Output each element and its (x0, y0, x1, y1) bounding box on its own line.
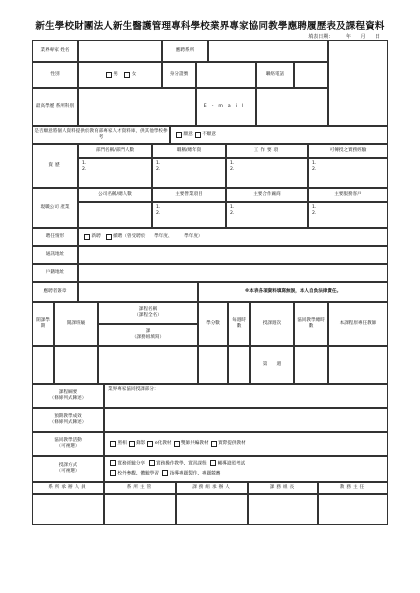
id-label: 身分證號 (162, 62, 196, 88)
company-header-clients: 主要服務客戶 (308, 188, 388, 202)
sign-course-head-field[interactable] (248, 494, 318, 525)
email-field[interactable] (256, 88, 328, 126)
gender-label: 性別 (32, 62, 78, 88)
exp-header-tasks: 工作要項 (226, 144, 308, 158)
method-cert-checkbox[interactable] (210, 460, 216, 466)
goal-label: 課程綱要 （條條列式陳述） (32, 384, 104, 408)
teacher-label: 本課程原專任教師 (328, 302, 388, 346)
method-visit-checkbox[interactable] (110, 470, 116, 476)
reg-address-label: 戶籍地址 (32, 264, 78, 282)
education-label: 最高學歷 系所科別 (32, 88, 78, 126)
company-label: 現職公司 產業 (32, 188, 78, 228)
method-options: 實務經驗分享 實務操作教學、實習課程 輔導證照考試 校外參觀、體驗學習 指導專題製作、專題競賽 (104, 456, 388, 482)
result-field[interactable] (104, 408, 388, 432)
expert-name-label: 業界專家 姓名 (32, 40, 78, 62)
gender-female-label: 女 (131, 71, 137, 77)
company-header-name: 公司名稱/總人數 (78, 188, 152, 202)
mail-address-field[interactable] (78, 246, 388, 264)
consent-yes-label: 願意 (183, 131, 193, 137)
method-label: 授課方式 （可複選） (32, 456, 104, 482)
experience-label: 資歷 (32, 144, 78, 188)
activity-label: 協同教學活動 （可複選） (32, 432, 104, 456)
sign-dept-staff-field[interactable] (32, 494, 104, 525)
weeks-label: 授課週次 (250, 302, 294, 346)
exp-skills-field[interactable]: 1. 2. (308, 158, 388, 188)
method-project-checkbox[interactable] (162, 470, 168, 476)
photo-area (328, 40, 388, 126)
consent-no-label: 不願意 (202, 131, 216, 137)
term-field[interactable] (32, 346, 54, 384)
sign-course-staff-label: 課務組承辦人 (176, 482, 248, 494)
sign-course-staff-field[interactable] (176, 494, 248, 525)
company-header-business: 主要營業項目 (152, 188, 226, 202)
company-partners-field[interactable]: 1. 2. (226, 202, 308, 228)
dept-field[interactable] (208, 40, 328, 62)
gender-options (78, 62, 162, 88)
exp-title-field[interactable]: 1. 2. (152, 158, 226, 188)
company-clients-field[interactable]: 1. 2. (308, 202, 388, 228)
sign-dean-label: 教務主任 (318, 482, 388, 494)
activity-photo-checkbox[interactable] (110, 441, 116, 447)
exp-header-title: 職稱/總年資 (152, 144, 226, 158)
phone-field[interactable] (294, 62, 328, 88)
gender-male-label: 男 (113, 71, 118, 77)
mail-address-label: 通訊地址 (32, 246, 78, 264)
activity-coauthor-checkbox[interactable] (174, 441, 180, 447)
company-header-partners: 主要合作廠商 (226, 188, 308, 202)
activity-options: 照相 錄影 e化教材 雙師共編教材 實際提供教材 (104, 432, 388, 456)
teacher-field[interactable] (328, 346, 388, 384)
gender-female-checkbox[interactable] (124, 72, 130, 78)
id-field[interactable] (196, 62, 256, 88)
legal-notice: ※本表各項資料填寫無誤，本人自負法律責任。 (198, 282, 388, 302)
consent-label: 是否願意將個人資料提供於教育部專家人才資料庫，供其他學校參考 (32, 126, 170, 144)
co-hours-label: 協同教學總時數 (294, 302, 328, 346)
company-name-field[interactable] (78, 202, 152, 228)
hire-options: 新聘 續聘（曾受聘於 學年度、 學年度） (78, 228, 388, 246)
phone-label: 聯絡電話 (256, 62, 294, 88)
education-field[interactable] (78, 88, 196, 126)
weeks-field[interactable]: 第 週 (250, 346, 294, 384)
email-label: E-mail (196, 88, 256, 126)
hire-label: 聘任情形 (32, 228, 78, 246)
result-label: 預期教學成效 （條條列式陳述） (32, 408, 104, 432)
sign-dept-head-label: 系所主管 (104, 482, 176, 494)
method-practice-checkbox[interactable] (149, 460, 155, 466)
expert-name-field[interactable] (78, 40, 162, 62)
exp-dept-field[interactable]: 1. 2. (78, 158, 152, 188)
credits-label: 學分數 (198, 302, 228, 346)
sign-dean-field[interactable] (318, 494, 388, 525)
dept-label: 應聘系所 (162, 40, 208, 62)
method-share-checkbox[interactable] (110, 460, 116, 466)
credits-field[interactable] (198, 346, 228, 384)
hire-renew-checkbox[interactable] (106, 234, 112, 240)
goal-field[interactable]: 業界專家協同授課部分： (104, 384, 388, 408)
applicant-sign-label: 應聘者簽章 (32, 282, 78, 302)
activity-material-checkbox[interactable] (211, 441, 217, 447)
exp-tasks-field[interactable]: 1. 2. (226, 158, 308, 188)
sign-dept-head-field[interactable] (104, 494, 176, 525)
form-title: 新生學校財團法人新生醫護管理專科學校業界專家協同教學應聘履歷表及課程資料 (35, 21, 385, 32)
gender-male-checkbox[interactable] (106, 72, 112, 78)
weekly-hours-field[interactable] (228, 346, 250, 384)
co-hours-field[interactable] (294, 346, 328, 384)
class-label: 開課班級 (54, 302, 98, 346)
company-business-field[interactable]: 1. 2. (152, 202, 226, 228)
consent-options (170, 126, 388, 144)
fill-date: 填表日期： 年 月 日 (308, 34, 380, 40)
activity-elearning-checkbox[interactable] (147, 441, 153, 447)
sign-course-head-label: 課務組長 (248, 482, 318, 494)
exp-header-dept: 部門名稱/部門人數 (78, 144, 152, 158)
application-form-grid (32, 40, 388, 525)
class-field[interactable] (54, 346, 98, 384)
term-label: 開課學期 (32, 302, 54, 346)
activity-video-checkbox[interactable] (129, 441, 135, 447)
weekly-hours-label: 每週時數 (228, 302, 250, 346)
course-name-label: 課程名稱 （課程全名） (98, 302, 198, 324)
reg-address-field[interactable] (78, 264, 388, 282)
hire-new-checkbox[interactable] (84, 234, 90, 240)
course-group-label: 課 （課務組填寫） (98, 324, 198, 346)
exp-header-skills: 可傳授之實務經驗 (308, 144, 388, 158)
applicant-sign-field[interactable] (78, 282, 198, 302)
consent-no-checkbox[interactable] (195, 132, 201, 138)
consent-yes-checkbox[interactable] (176, 132, 182, 138)
course-name-field[interactable] (98, 346, 198, 384)
sign-dept-staff-label: 系所承辦人員 (32, 482, 104, 494)
